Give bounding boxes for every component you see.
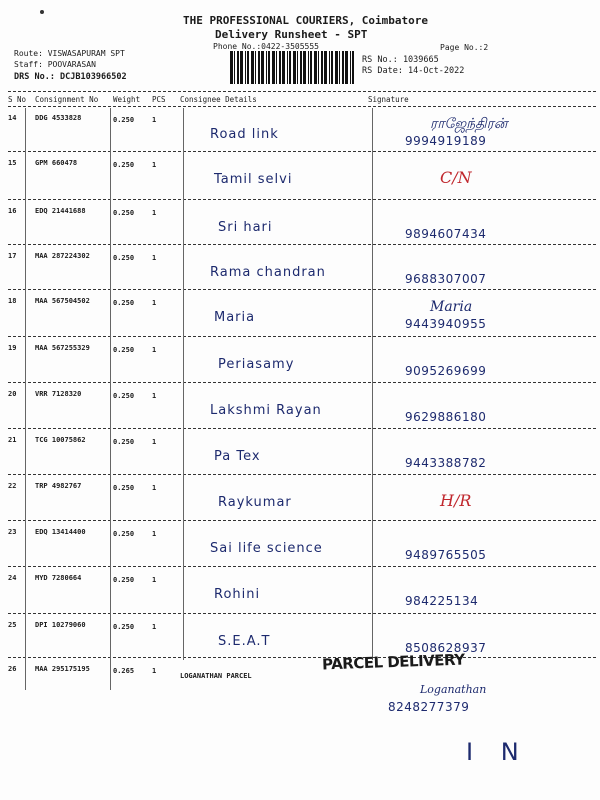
row-signature-phone: 8248277379 (388, 700, 470, 714)
row-pcs: 1 (152, 667, 157, 675)
barcode-bar (329, 51, 330, 84)
barcode-bar (279, 51, 281, 84)
row-pcs: 1 (152, 484, 157, 492)
col-sno: S No (8, 95, 27, 104)
row-weight: 0.250 (113, 484, 135, 492)
row-signature-name: ராஜேந்திரன் (430, 116, 508, 132)
row-consignment-no: TCG 10075862 (35, 436, 86, 444)
row-signature-phone: 9443388782 (405, 456, 487, 470)
barcode-bar (287, 51, 288, 84)
row-signature-phone: 9095269699 (405, 364, 487, 378)
barcode-bar (297, 51, 298, 84)
row-weight: 0.250 (113, 530, 135, 538)
col-consignment: Consignment No (35, 95, 99, 104)
row-weight: 0.250 (113, 576, 135, 584)
barcode-bar (352, 51, 354, 84)
row-consignment-no: DPI 10279060 (35, 621, 86, 629)
row-weight: 0.250 (113, 299, 135, 307)
barcode-bar (300, 51, 302, 84)
row-sno: 18 (8, 297, 17, 305)
barcode-bar (339, 51, 340, 84)
rs-number: RS No.: 1039665 (362, 55, 439, 65)
row-separator (8, 336, 596, 337)
row-consignee-handwritten: Lakshmi Rayan (210, 403, 322, 418)
row-signature-phone: 9688307007 (405, 272, 487, 286)
barcode-bar (321, 51, 323, 84)
row-sno: 26 (8, 665, 17, 673)
row-consignee: LOGANATHAN PARCEL (180, 672, 252, 680)
row-consignee-handwritten: S.E.A.T (218, 634, 271, 649)
row-separator (8, 613, 596, 614)
row-separator (8, 566, 596, 567)
row-consignee-handwritten: Raykumar (218, 495, 292, 510)
barcode-bar (266, 51, 267, 84)
row-pcs: 1 (152, 576, 157, 584)
column-divider (25, 108, 26, 690)
row-signature-name: C/N (440, 168, 472, 187)
row-sno: 24 (8, 574, 17, 582)
row-consignment-no: DDG 4533828 (35, 114, 82, 122)
barcode-bar (245, 51, 246, 84)
company-title: THE PROFESSIONAL COURIERS, Coimbatore (183, 14, 429, 27)
row-signature-phone: 9894607434 (405, 227, 487, 241)
col-pcs: PCS (152, 95, 166, 104)
drs-number: DRS No.: DCJB103966502 (14, 72, 127, 82)
row-sno: 15 (8, 159, 17, 167)
row-weight: 0.250 (113, 116, 135, 124)
barcode-bar (230, 51, 233, 84)
col-weight: Weight (113, 95, 141, 104)
barcode-bar (331, 51, 333, 84)
col-consignee: Consignee Details (180, 95, 257, 104)
row-pcs: 1 (152, 299, 157, 307)
row-consignment-no: MAA 287224302 (35, 252, 90, 260)
row-consignee-handwritten: Periasamy (218, 357, 295, 372)
header-rule-top (8, 91, 596, 92)
row-consignee-handwritten: Tamil selvi (214, 172, 293, 187)
row-consignment-no: MAA 295175195 (35, 665, 90, 673)
parcel-delivery-stamp: PARCEL DELIVERY (321, 650, 465, 674)
row-weight: 0.250 (113, 209, 135, 217)
row-consignee-handwritten: Pa Tex (214, 449, 261, 464)
row-pcs: 1 (152, 161, 157, 169)
col-signature: Signature (368, 95, 409, 104)
row-sno: 20 (8, 390, 17, 398)
barcode-bar (251, 51, 254, 84)
row-signature-phone: 984225134 (405, 594, 479, 608)
row-consignee-handwritten: Maria (214, 310, 256, 325)
barcode-bar (261, 51, 264, 84)
barcode-bar (308, 51, 309, 84)
row-sno: 22 (8, 482, 17, 490)
barcode-bar (350, 51, 351, 84)
row-consignment-no: GPM 660478 (35, 159, 78, 167)
row-signature-name: H/R (440, 491, 472, 510)
runsheet-subtitle: Delivery Runsheet - SPT (215, 28, 368, 41)
row-pcs: 1 (152, 116, 157, 124)
barcode-bar (268, 51, 270, 84)
row-consignment-no: MAA 567255329 (35, 344, 90, 352)
barcode-bar (282, 51, 285, 84)
barcode-bar (314, 51, 317, 84)
row-weight: 0.265 (113, 667, 135, 675)
row-signature-name: Loganathan (420, 683, 487, 696)
row-sno: 16 (8, 207, 17, 215)
row-weight: 0.250 (113, 254, 135, 262)
barcode-bar (272, 51, 275, 84)
row-weight: 0.250 (113, 623, 135, 631)
row-pcs: 1 (152, 438, 157, 446)
barcode-bar (237, 51, 239, 84)
staff-label: Staff: POOVARASAN (14, 60, 96, 69)
row-consignee-handwritten: Rohini (214, 587, 261, 602)
row-separator (8, 657, 596, 658)
row-signature-phone: 9489765505 (405, 548, 487, 562)
row-weight: 0.250 (113, 392, 135, 400)
row-pcs: 1 (152, 346, 157, 354)
row-pcs: 1 (152, 392, 157, 400)
row-weight: 0.250 (113, 161, 135, 169)
row-consignment-no: EDQ 13414400 (35, 528, 86, 536)
barcode-bar (247, 51, 249, 84)
barcode-bar (293, 51, 296, 84)
barcode-bar (345, 51, 348, 84)
row-signature-phone: 9629886180 (405, 410, 487, 424)
row-weight: 0.250 (113, 346, 135, 354)
row-separator (8, 474, 596, 475)
row-pcs: 1 (152, 209, 157, 217)
header-rule-bottom (8, 106, 596, 107)
barcode-bar (240, 51, 243, 84)
barcode-image (230, 51, 355, 84)
row-signature-phone: 9443940955 (405, 317, 487, 331)
column-divider (183, 108, 184, 660)
barcode-bar (310, 51, 312, 84)
column-divider (110, 108, 111, 690)
row-weight: 0.250 (113, 438, 135, 446)
row-sno: 23 (8, 528, 17, 536)
row-consignment-no: TRP 4982767 (35, 482, 82, 490)
row-sno: 21 (8, 436, 17, 444)
barcode-bar (335, 51, 338, 84)
barcode-bar (276, 51, 277, 84)
row-separator (8, 199, 596, 200)
row-separator (8, 289, 596, 290)
row-signature-name: Maria (430, 299, 473, 315)
row-signature-phone: 8508628937 (405, 641, 487, 655)
row-consignment-no: EDQ 21441688 (35, 207, 86, 215)
row-consignee-handwritten: Road link (210, 127, 279, 142)
barcode-bar (255, 51, 256, 84)
row-pcs: 1 (152, 254, 157, 262)
row-separator (8, 382, 596, 383)
barcode-bar (289, 51, 291, 84)
row-separator (8, 520, 596, 521)
row-separator (8, 151, 596, 152)
row-signature-phone: 9994919189 (405, 134, 487, 148)
row-consignment-no: MAA 567504502 (35, 297, 90, 305)
row-pcs: 1 (152, 530, 157, 538)
row-sno: 17 (8, 252, 17, 260)
scan-dot (40, 10, 44, 14)
barcode-bar (303, 51, 306, 84)
column-divider (372, 108, 373, 660)
row-consignment-no: VRR 7128320 (35, 390, 82, 398)
footer-handwritten-mark: I N (466, 738, 529, 766)
barcode-bar (342, 51, 344, 84)
row-separator (8, 428, 596, 429)
row-pcs: 1 (152, 623, 157, 631)
barcode-bar (318, 51, 319, 84)
route-label: Route: VISWASAPURAM SPT (14, 49, 125, 58)
page-number: Page No.:2 (440, 43, 489, 52)
row-consignee-handwritten: Sri hari (218, 220, 273, 235)
rs-date: RS Date: 14-Oct-2022 (362, 66, 465, 76)
barcode-bar (258, 51, 260, 84)
row-separator (8, 244, 596, 245)
phone-number: Phone No.:0422-3505555 (213, 42, 319, 51)
barcode-bar (324, 51, 327, 84)
row-consignment-no: MYD 7280664 (35, 574, 82, 582)
row-sno: 19 (8, 344, 17, 352)
row-consignee-handwritten: Rama chandran (210, 265, 326, 280)
row-consignee-handwritten: Sai life science (210, 541, 323, 556)
row-sno: 25 (8, 621, 17, 629)
row-sno: 14 (8, 114, 17, 122)
barcode-bar (234, 51, 235, 84)
